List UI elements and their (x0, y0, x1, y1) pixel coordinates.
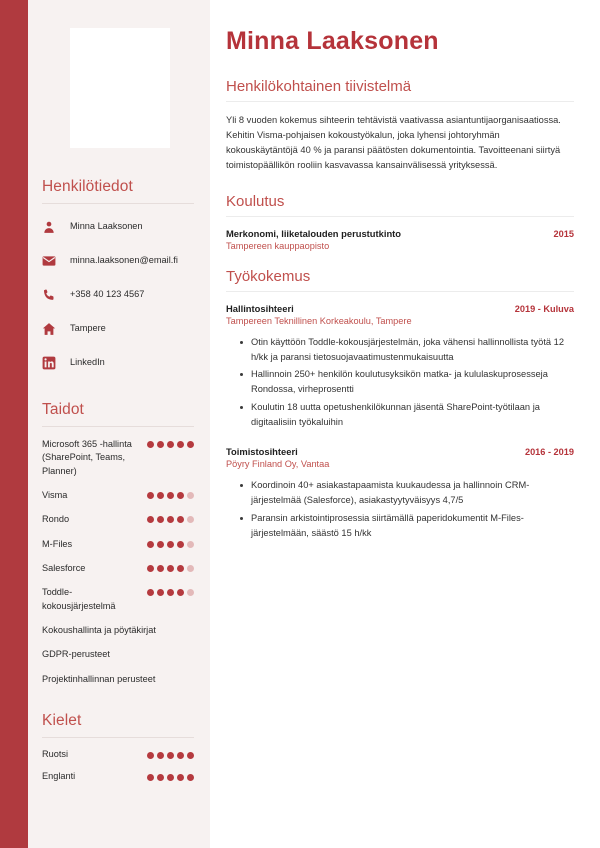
contact-email-value: minna.laaksonen@email.fi (70, 255, 178, 266)
bullet-item: Otin käyttöön Toddle-kokousjärjestelmän, joka vähensi hallinnollista työtä 12 h/kk ja paransi tietosuojavaatimustenmukaisuutta (240, 335, 574, 365)
rating-dot-filled (187, 774, 194, 781)
skill-row (42, 489, 194, 502)
entry-title: Hallintosihteeri (226, 302, 294, 314)
page-title: Minna Laaksonen (226, 27, 439, 55)
rating-dots (147, 538, 194, 548)
skill-item: GDPR-perusteet (42, 649, 110, 660)
education-heading: Koulutus (226, 192, 285, 210)
skills-heading: Taidot (42, 401, 84, 418)
rating-dot-filled (187, 441, 194, 448)
phone-icon (42, 288, 64, 302)
entry-header (226, 446, 574, 457)
entry-date: 2015 (553, 228, 574, 239)
contact-row-name (42, 215, 196, 239)
contact-linkedin-value: LinkedIn (70, 357, 105, 368)
skill-name: Rondo (42, 514, 70, 525)
rating-dot-filled (177, 752, 184, 759)
entry-title: Merkonomi, liiketalouden perustutkinto (226, 227, 402, 239)
rating-dot-filled (167, 774, 174, 781)
main-column (210, 0, 600, 848)
rating-dot-empty (187, 565, 194, 572)
divider (42, 203, 194, 204)
summary-heading: Henkilökohtainen tiivistelmä (226, 77, 412, 95)
rating-dot-filled (147, 774, 154, 781)
bullet-item: Paransin arkistointiprosessia siirtämällä paperidokumentit M-Files-järjestelmään, säästö 15 h/kk (240, 511, 574, 541)
education-entries (226, 228, 574, 251)
entry-date: 2016 - 2019 (524, 446, 574, 457)
section-personal-details (38, 178, 196, 375)
rating-dot-filled (167, 752, 174, 759)
rating-dot-filled (167, 516, 174, 523)
left-accent-band (0, 0, 28, 848)
section-experience (226, 268, 574, 541)
rating-dot-filled (157, 492, 164, 499)
home-icon (42, 322, 64, 336)
rating-dot-empty (187, 541, 194, 548)
sidebar (28, 0, 210, 848)
contact-row-location (42, 317, 196, 341)
rating-dot-filled (177, 441, 184, 448)
divider (226, 291, 574, 292)
experience-heading: Työkokemus (226, 267, 311, 285)
rating-dot-filled (157, 589, 164, 596)
profile-photo-placeholder (70, 28, 170, 148)
rating-dot-filled (147, 752, 154, 759)
rating-dot-filled (177, 516, 184, 523)
section-summary (226, 78, 574, 173)
skills-rated-list (38, 438, 196, 613)
language-name: Ruotsi (42, 749, 69, 760)
resume-entry (226, 228, 574, 251)
resume-entry (226, 303, 574, 430)
divider (226, 101, 574, 102)
language-name: Englanti (42, 771, 76, 782)
rating-dot-filled (177, 589, 184, 596)
entry-title: Toimistosihteeri (226, 445, 298, 457)
contact-row-email[interactable] (42, 249, 196, 273)
skill-row (42, 586, 194, 613)
skill-row (42, 513, 194, 526)
bullet-item: Koulutin 18 uutta opetushenkilökunnan jäsentä SharePoint-työtilaan ja digitaalisiin työkaluihin (240, 400, 574, 430)
skill-item: Projektinhallinnan perusteet (42, 673, 156, 684)
contact-phone-value: +358 40 123 4567 (70, 289, 145, 300)
rating-dot-filled (147, 492, 154, 499)
section-languages (38, 712, 196, 781)
rating-dot-filled (167, 492, 174, 499)
rating-dots (147, 438, 194, 448)
rating-dot-empty (187, 492, 194, 499)
skills-plain-list (38, 624, 196, 686)
skill-name: Microsoft 365 -hallinta (SharePoint, Teams, Planner) (42, 439, 132, 476)
rating-dots (147, 562, 194, 572)
languages-heading: Kielet (42, 712, 82, 730)
divider (42, 737, 194, 738)
rating-dot-filled (147, 589, 154, 596)
rating-dot-filled (177, 774, 184, 781)
entry-date: 2019 - Kuluva (514, 303, 574, 314)
rating-dot-filled (167, 565, 174, 572)
skill-row (42, 562, 194, 575)
rating-dot-filled (157, 752, 164, 759)
entry-organization: Tampereen kauppaopisto (226, 240, 330, 251)
rating-dot-filled (177, 541, 184, 548)
rating-dots (147, 586, 194, 596)
skill-name: Toddle-kokousjärjestelmä (42, 587, 116, 611)
rating-dot-filled (157, 565, 164, 572)
entry-header (226, 303, 574, 314)
divider (42, 426, 194, 427)
rating-dots (147, 749, 194, 759)
entry-bullets (240, 335, 574, 430)
contact-name-value: Minna Laaksonen (70, 221, 143, 232)
rating-dot-empty (187, 516, 194, 523)
entry-spacer (226, 434, 574, 446)
language-row (42, 749, 194, 759)
entry-organization: Tampereen Teknillinen Korkeakoulu, Tampere (226, 315, 412, 326)
bullet-item: Koordinoin 40+ asiakastapaamista kuukaudessa ja hallinnoin CRM-järjestelmää (Salesforce), asiakastyytyväisyys 4,7/5 (240, 478, 574, 508)
rating-dot-filled (147, 441, 154, 448)
rating-dot-filled (157, 516, 164, 523)
summary-text: Yli 8 vuoden kokemus sihteerin tehtävistä vaativassa asiantuntijaorganisaatiossa. Kehitin Visma-pohjaisen kokoustyökalun, joka lyhensi johtoryhmän kokouskäytäntöjä 40 % ja paransi päätösten dokumentointia. Tavoitteenani siirtyä toimistopäällikön rooliin kasvavassa kansainvälisessä yrityksessä. (226, 114, 561, 170)
rating-dots (147, 513, 194, 523)
skill-name: M-Files (42, 538, 73, 549)
bullet-item: Hallinnoin 250+ henkilön koulutusyksikön matka- ja kululaskuprosesseja Rondossa, virheprosentti (240, 367, 574, 397)
contact-row-linkedin[interactable] (42, 351, 196, 375)
rating-dot-filled (157, 774, 164, 781)
skill-row (42, 438, 194, 478)
resume-entry (226, 446, 574, 541)
rating-dot-filled (147, 516, 154, 523)
rating-dot-filled (177, 565, 184, 572)
person-icon (42, 220, 64, 234)
skill-row (42, 538, 194, 551)
rating-dot-filled (187, 752, 194, 759)
rating-dot-filled (167, 541, 174, 548)
rating-dot-filled (157, 441, 164, 448)
rating-dot-filled (157, 541, 164, 548)
language-row (42, 771, 194, 781)
rating-dots (147, 771, 194, 781)
experience-entries (226, 303, 574, 541)
rating-dot-filled (177, 492, 184, 499)
contact-location-value: Tampere (70, 323, 106, 334)
skill-name: Salesforce (42, 563, 86, 574)
rating-dot-filled (167, 589, 174, 596)
contact-row-phone[interactable] (42, 283, 196, 307)
skill-name: Visma (42, 490, 68, 501)
rating-dot-empty (187, 589, 194, 596)
rating-dot-filled (147, 541, 154, 548)
envelope-icon (42, 254, 64, 268)
rating-dot-filled (167, 441, 174, 448)
rating-dot-filled (147, 565, 154, 572)
rating-dots (147, 489, 194, 499)
linkedin-icon (42, 356, 64, 370)
entry-bullets (240, 478, 574, 541)
entry-organization: Pöyry Finland Oy, Vantaa (226, 458, 330, 469)
personal-details-heading: Henkilötiedot (42, 178, 133, 195)
divider (226, 216, 574, 217)
section-education (226, 193, 574, 251)
languages-list (38, 749, 196, 781)
entry-header (226, 228, 574, 239)
skill-item: Kokoushallinta ja pöytäkirjat (42, 625, 156, 636)
section-skills (38, 401, 196, 686)
